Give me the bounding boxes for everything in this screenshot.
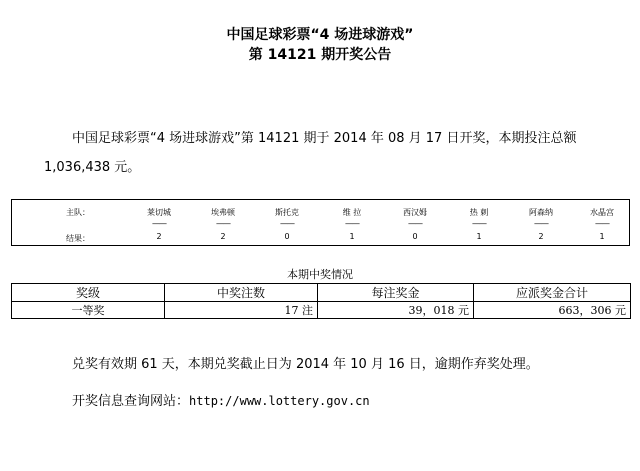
match-score: 1 (599, 232, 605, 241)
match-score: 0 (284, 232, 290, 241)
match-score: 0 (412, 232, 418, 241)
separator-dash: —— (216, 219, 230, 228)
separator-dash: —— (152, 219, 166, 228)
separator-dash: —— (408, 219, 422, 228)
prize-section-title: 本期中奖情况 (287, 268, 353, 281)
separator-dash: —— (345, 219, 359, 228)
team-name: 斯托克 (275, 208, 299, 217)
separator-dash: —— (472, 219, 486, 228)
website-link[interactable]: http://www.lottery.gov.cn (189, 394, 370, 408)
total-prize: 663，306 元 (474, 302, 631, 319)
expiry-note: 兑奖有效期 61 天，本期兑奖截止日为 2014 年 10 月 16 日，逾期作弃奖处理。 (72, 357, 539, 372)
separator-dash: —— (280, 219, 294, 228)
table-row (12, 302, 631, 319)
team-name: 维 拉 (342, 208, 362, 217)
team-name: 水晶宫 (590, 208, 614, 217)
result-label: 结果： (66, 234, 90, 243)
team-name: 阿森纳 (529, 208, 553, 217)
prize-level: 一等奖 (12, 302, 165, 319)
separator-dash: —— (534, 219, 548, 228)
website-label: 开奖信息查询网站： (72, 394, 190, 409)
column-header: 奖级 (12, 284, 165, 302)
separator-dash: —— (595, 219, 609, 228)
match-score: 1 (349, 232, 355, 241)
intro-text-line1: 中国足球彩票“4 场进球游戏”第 14121 期于 2014 年 08 月 17 日开奖，本期投注总额 (72, 131, 577, 146)
page-title: 中国足球彩票“4 场进球游戏” (226, 27, 414, 43)
website-note (72, 390, 370, 409)
intro-text-line2: 1,036,438 元。 (44, 160, 141, 175)
team-name: 西汉姆 (403, 208, 427, 217)
winner-count: 17 注 (165, 302, 318, 319)
table-header-row (12, 284, 631, 302)
prize-table (11, 283, 631, 319)
match-score: 2 (156, 232, 162, 241)
column-header: 应派奖金合计 (474, 284, 631, 302)
page-subtitle: 第 14121 期开奖公告 (248, 47, 392, 63)
team-name: 热 刺 (469, 208, 489, 217)
home-team-label: 主队： (66, 208, 90, 217)
team-name: 埃弗顿 (211, 208, 235, 217)
column-header: 中奖注数 (165, 284, 318, 302)
column-header: 每注奖金 (318, 284, 474, 302)
prize-per-bet: 39，018 元 (318, 302, 474, 319)
match-score: 2 (538, 232, 544, 241)
team-name: 莱切城 (147, 208, 171, 217)
match-score: 1 (476, 232, 482, 241)
match-results-box (11, 199, 630, 246)
match-score: 2 (220, 232, 226, 241)
